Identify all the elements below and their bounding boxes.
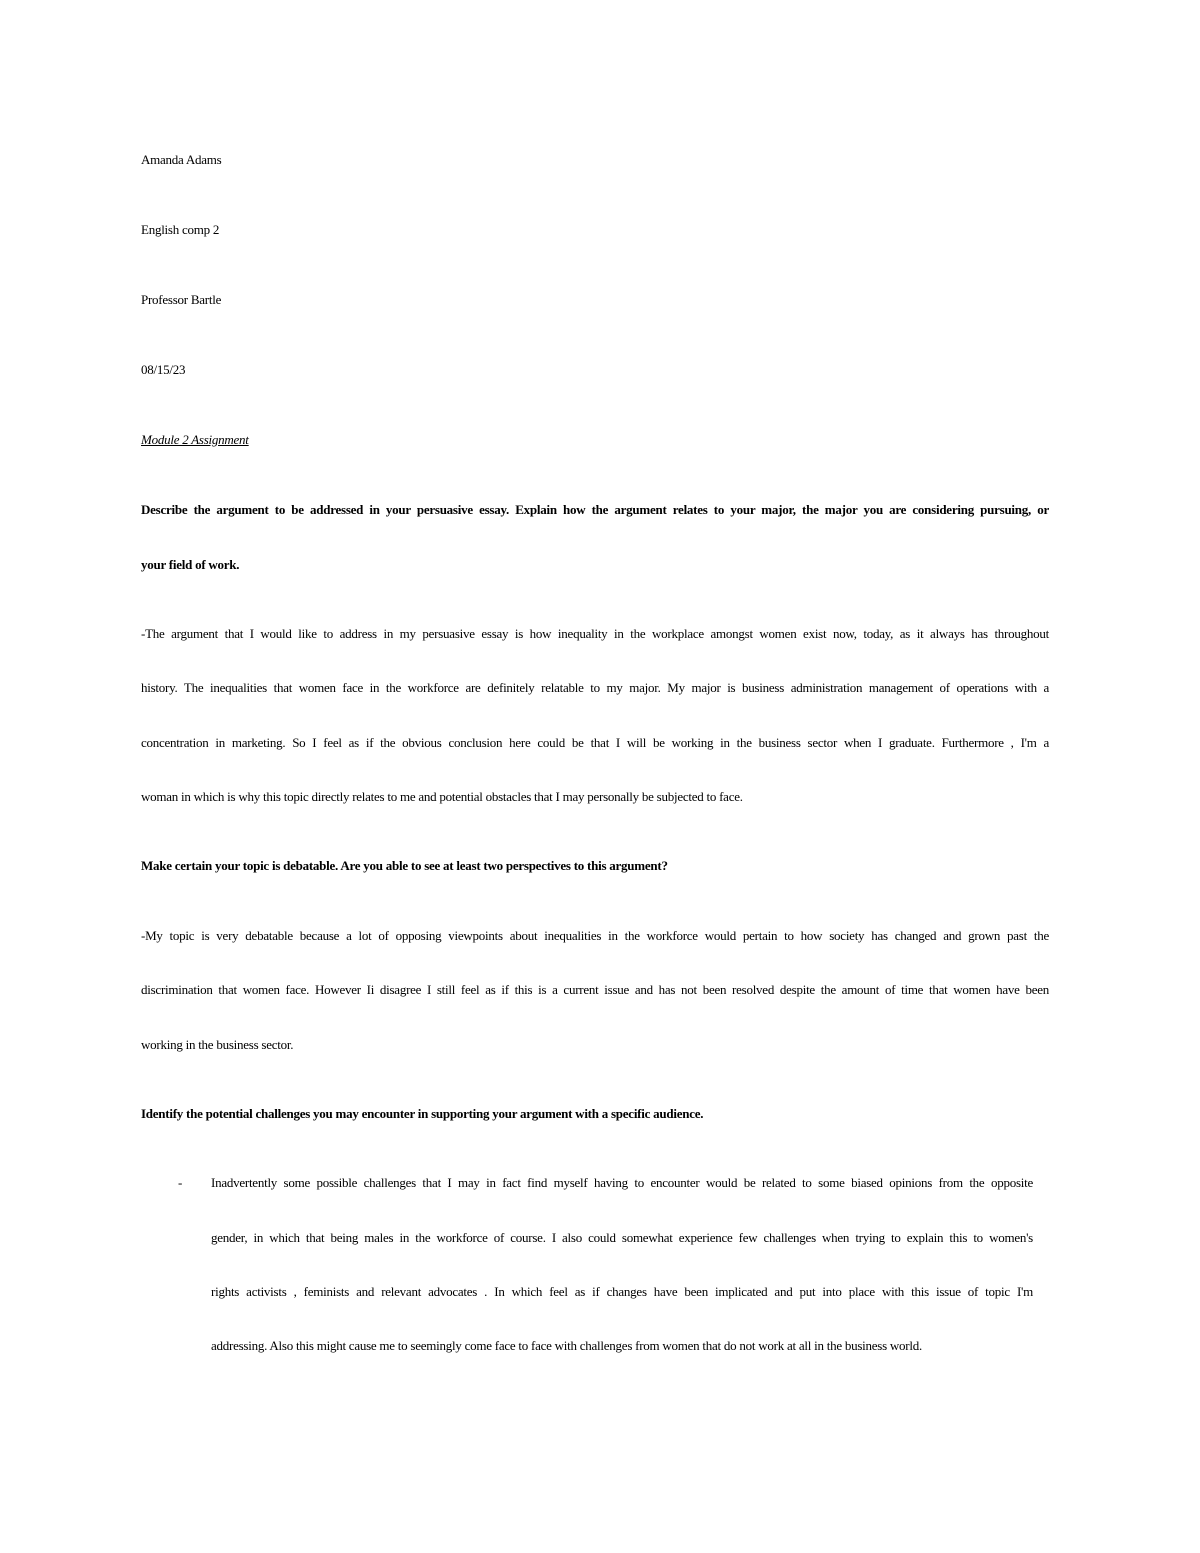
- author-name: Amanda Adams: [141, 152, 222, 167]
- question-1-line-1: Describe the argument to be addressed in your persuasive essay. Explain how the argument relates to your major, the major you are considering pursuing, or: [141, 502, 1049, 517]
- date: 08/15/23: [141, 362, 186, 377]
- answer-1-line-4: woman in which is why this topic directly relates to me and potential obstacles that I may personally be subjected to face.: [141, 789, 743, 804]
- professor-name: Professor Bartle: [141, 292, 222, 307]
- bullet-dash: -: [178, 1175, 183, 1190]
- answer-3-line-1: Inadvertently some possible challenges that I may in fact find myself having to encounter would be related to some biased opinions from the opposite: [211, 1175, 1033, 1190]
- question-3-line-1: Identify the potential challenges you may encounter in supporting your argument with a specific audience.: [141, 1106, 704, 1121]
- answer-1-line-1: -The argument that I would like to address in my persuasive essay is how inequality in the workplace amongst women exist now, today, as it always has throughout: [141, 626, 1049, 641]
- question-1-line-2: your field of work.: [141, 557, 240, 572]
- course-name: English comp 2: [141, 222, 220, 237]
- answer-2-line-2: discrimination that women face. However Ii disagree I still feel as if this is a current issue and has not been resolved despite the amount of time that women have been: [141, 982, 1049, 997]
- assignment-title: Module 2 Assignment: [141, 432, 249, 447]
- answer-3-line-3: rights activists , feminists and relevant advocates . In which feel as if changes have been implicated and put into place with this issue of topic I'm: [211, 1284, 1033, 1299]
- answer-3-line-4: addressing. Also this might cause me to seemingly come face to face with challenges from women that do not work at all in the business world.: [211, 1338, 922, 1353]
- answer-1-line-3: concentration in marketing. So I feel as if the obvious conclusion here could be that I will be working in the business sector when I graduate. Furthermore , I'm a: [141, 735, 1049, 750]
- answer-1-line-2: history. The inequalities that women face in the workforce are definitely relatable to my major. My major is business administration management of operations with a: [141, 680, 1049, 695]
- answer-2-line-3: working in the business sector.: [141, 1037, 294, 1052]
- answer-2-line-1: -My topic is very debatable because a lot of opposing viewpoints about inequalities in the workforce would pertain to how society has changed and grown past the: [141, 928, 1049, 943]
- question-2-line-1: Make certain your topic is debatable. Are you able to see at least two perspectives to this argument?: [141, 858, 668, 873]
- answer-3-line-2: gender, in which that being males in the workforce of course. I also could somewhat experience few challenges when trying to explain this to women's: [211, 1230, 1033, 1245]
